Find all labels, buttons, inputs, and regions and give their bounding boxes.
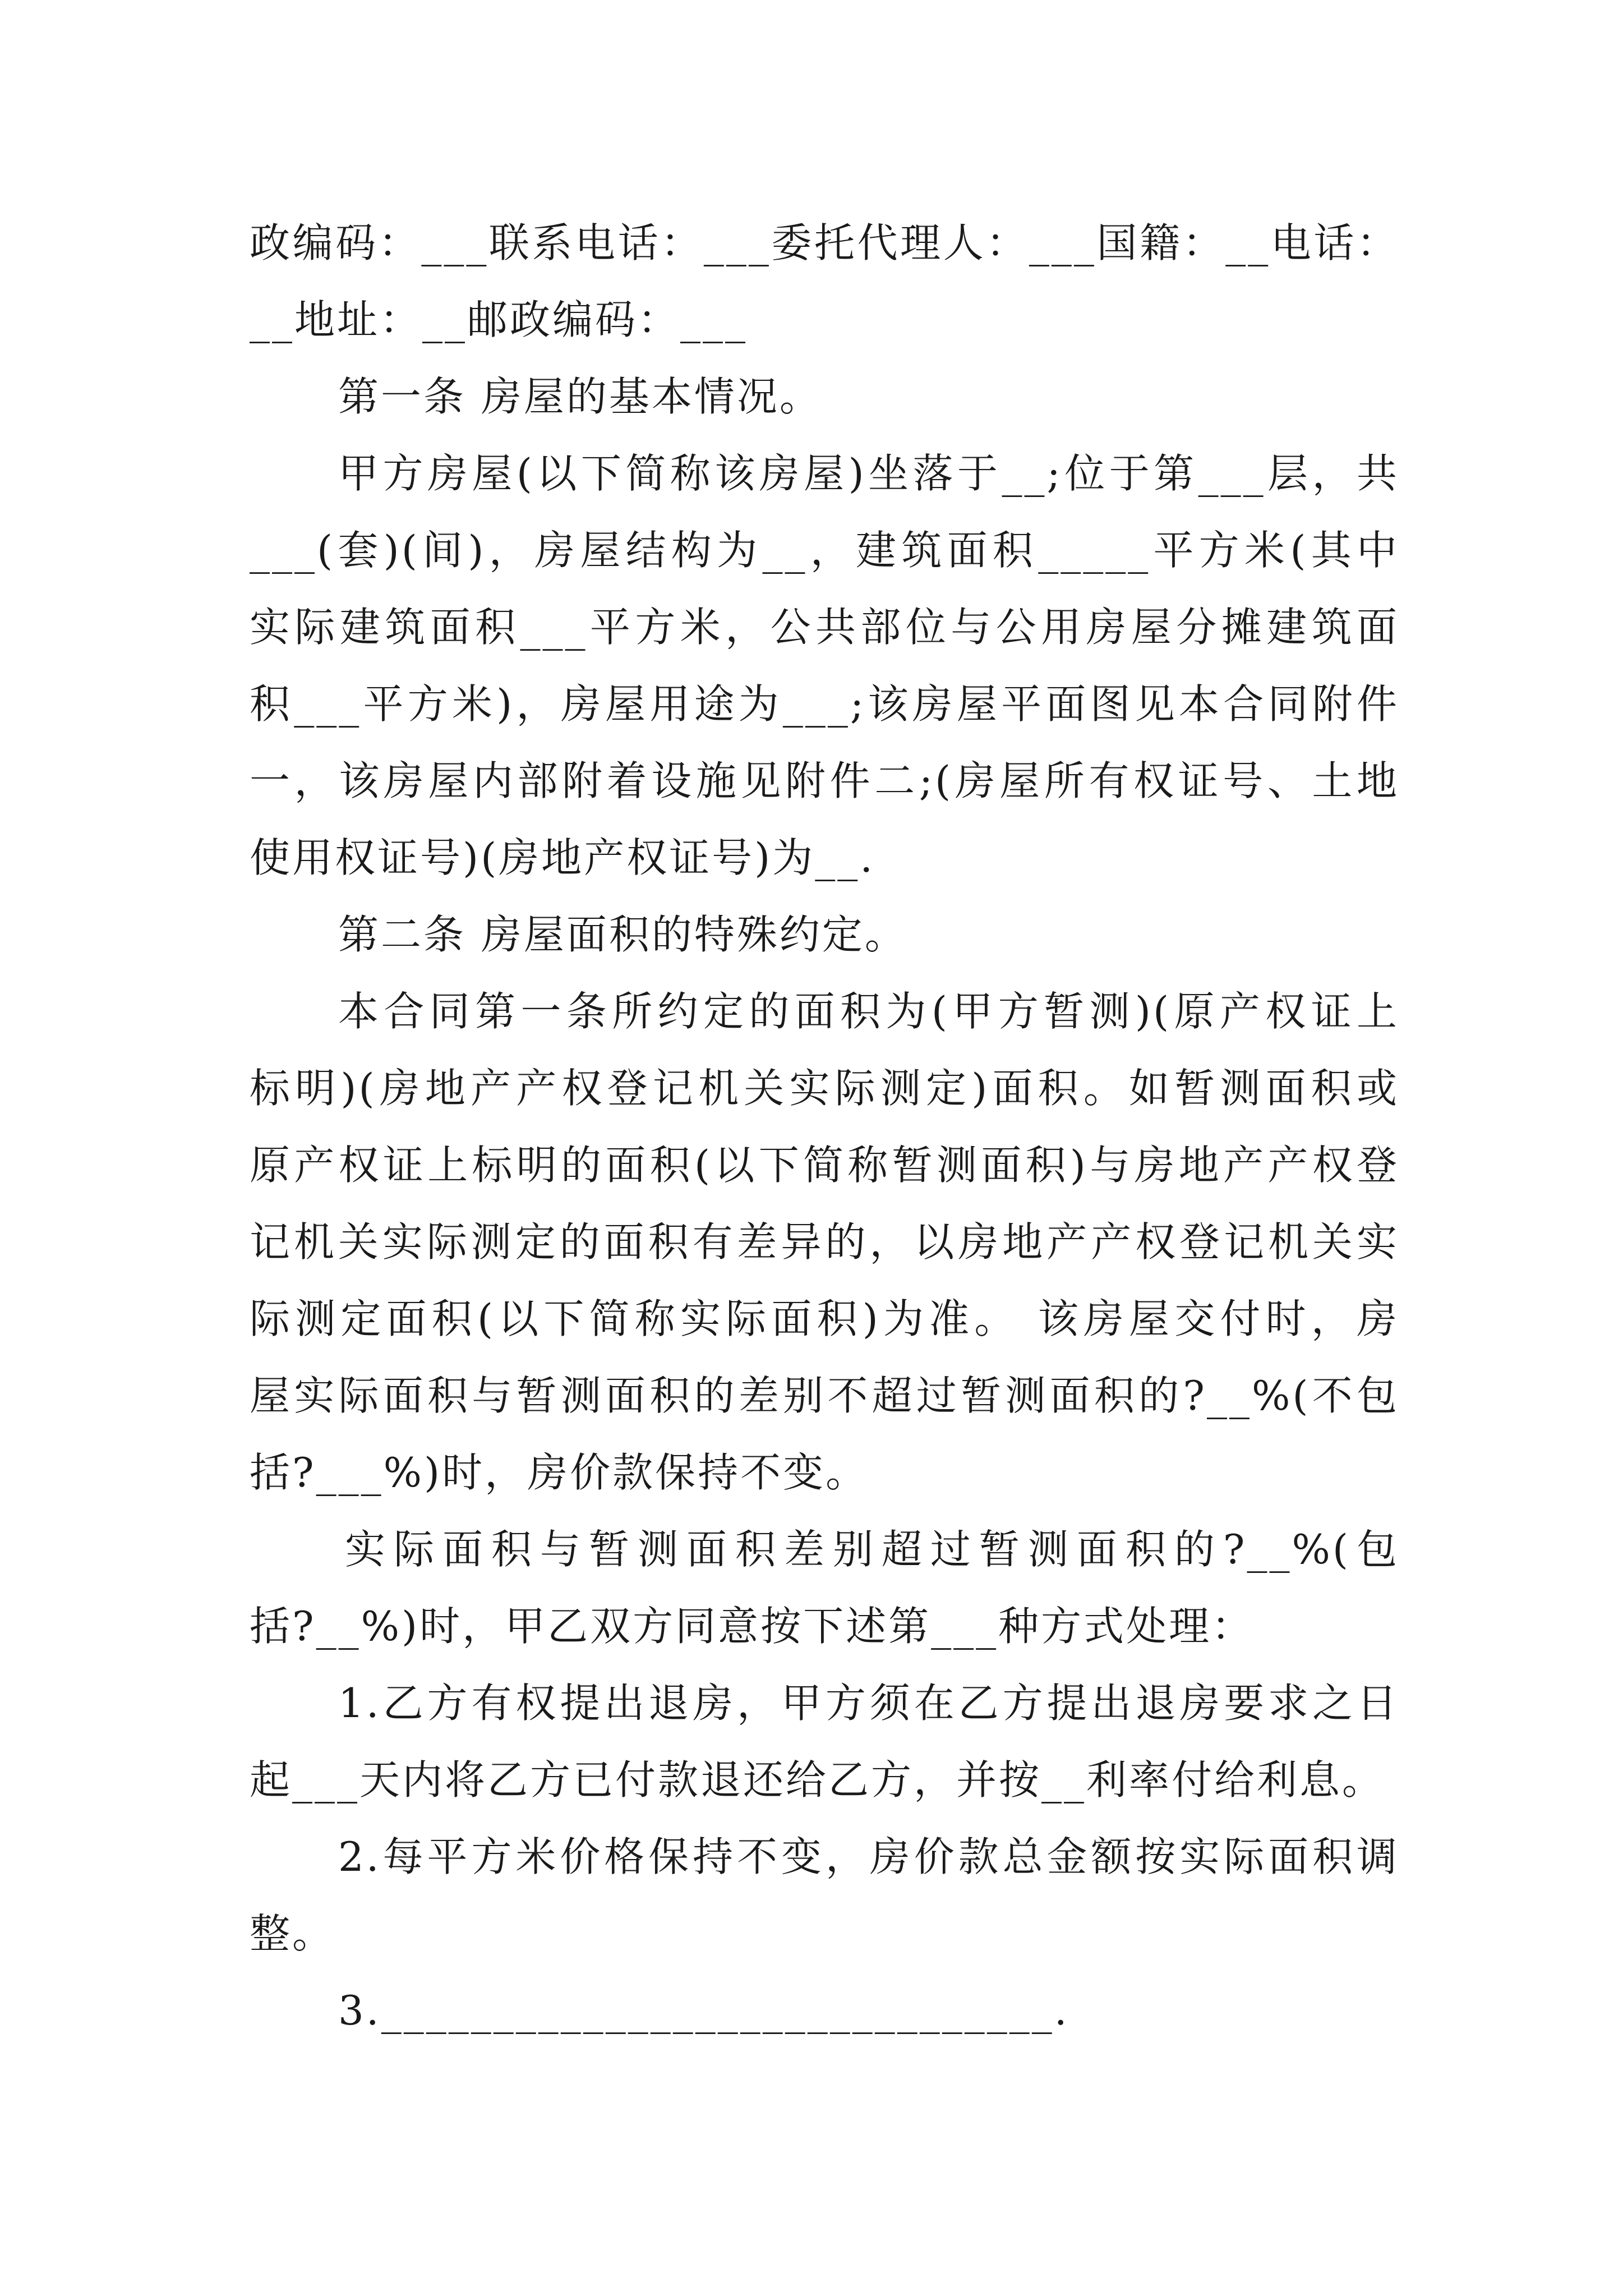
option-2-line-1: 2.每平方米价格保持不变，房价款总金额按实际面积调 <box>338 1833 1399 1880</box>
article-1-line-3: 实际建筑面积___平方米，公共部位与公用房屋分摊建筑面 <box>250 604 1399 651</box>
article-1-line-6: 使用权证号)(房地产权证号)为__. <box>250 834 875 881</box>
article-1-heading: 第一条 房屋的基本情况。 <box>338 373 822 420</box>
article-2-heading: 第二条 房屋面积的特殊约定。 <box>338 911 907 958</box>
party-info-line-1: 政编码：___联系电话：___委托代理人：___国籍：__电话： <box>250 219 1399 266</box>
option-3-line: 3.______________________________. <box>338 1987 1069 2034</box>
option-1-line-1: 1.乙方有权提出退房，甲方须在乙方提出退房要求之日 <box>338 1680 1399 1727</box>
article-1-line-5: 一，该房屋内部附着设施见附件二;(房屋所有权证号、土地 <box>250 757 1399 804</box>
article-1-line-4: 积___平方米)，房屋用途为___;该房屋平面图见本合同附件 <box>250 680 1399 728</box>
article-1-line-2: ___(套)(间)，房屋结构为__，建筑面积_____平方米(其中 <box>250 527 1399 574</box>
article-2-line-4: 记机关实际测定的面积有差异的，以房地产产权登记机关实 <box>250 1218 1399 1266</box>
article-2-line-5: 际测定面积(以下简称实际面积)为准。 该房屋交付时，房 <box>250 1295 1399 1342</box>
article-2-line-3: 原产权证上标明的面积(以下简称暂测面积)与房地产产权登 <box>250 1142 1399 1189</box>
excess-clause-line-2: 括?__%)时，甲乙双方同意按下述第___种方式处理： <box>250 1603 1255 1650</box>
article-2-line-2: 标明)(房地产产权登记机关实际测定)面积。如暂测面积或 <box>250 1065 1399 1112</box>
document-body <box>250 205 1399 2049</box>
article-2-line-6: 屋实际面积与暂测面积的差别不超过暂测面积的?__%(不包 <box>250 1372 1399 1419</box>
article-1-line-1: 甲方房屋(以下简称该房屋)坐落于__;位于第___层，共 <box>338 450 1399 497</box>
option-1-line-2: 起___天内将乙方已付款退还给乙方，并按__利率付给利息。 <box>250 1756 1385 1803</box>
option-2-line-2: 整。 <box>250 1910 335 1957</box>
excess-clause-line-1: 实际面积与暂测面积差别超过暂测面积的?__%(包 <box>345 1526 1399 1573</box>
article-2-line-7: 括?___%)时，房价款保持不变。 <box>250 1449 869 1496</box>
party-info-line-2: __地址：__邮政编码：___ <box>250 296 748 343</box>
article-2-line-1: 本合同第一条所约定的面积为(甲方暂测)(原产权证上 <box>338 988 1399 1035</box>
